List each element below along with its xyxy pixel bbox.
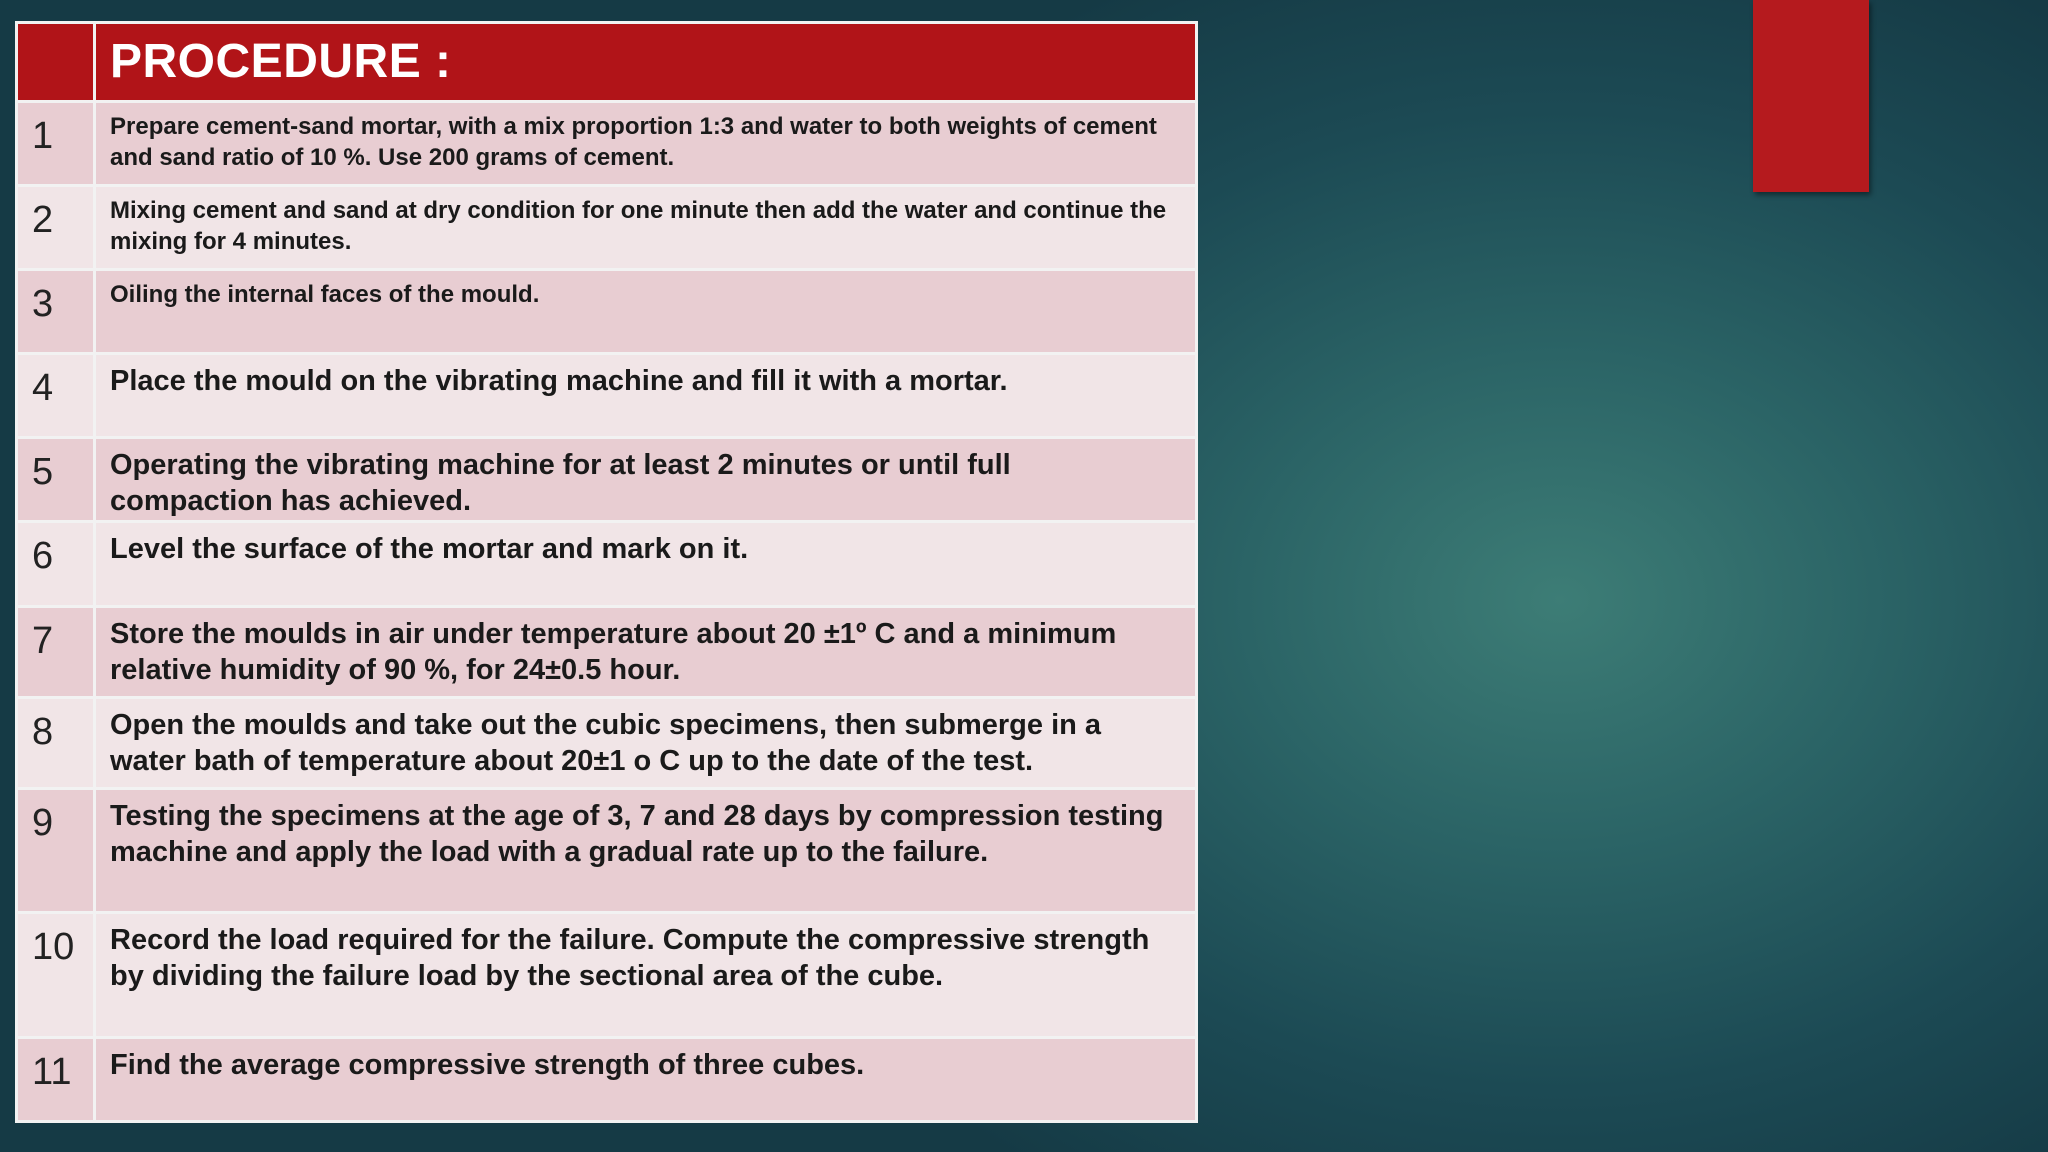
header-number-cell [17,23,95,102]
header-title-cell [95,23,1197,102]
table-row [17,789,1197,913]
step-number: 3 [32,283,54,325]
table-row [17,270,1197,354]
decorative-red-tab [1753,0,1869,192]
step-number: 9 [32,802,54,844]
step-text: Find the average compressive strength of three cubes. [110,1049,865,1081]
step-text: Record the load required for the failure. Compute the compressive strength by dividing the failure load by the sectional area of the cube. [110,924,1150,992]
step-text: Open the moulds and take out the cubic specimens, then submerge in a water bath of temperature about 20±1 o C up to the date of the test. [110,709,1102,777]
step-text: Testing the specimens at the age of 3, 7 and 28 days by compression testing machine and apply the load with a gradual rate up to the failure. [110,800,1164,868]
table-row [17,1038,1197,1122]
step-text: Mixing cement and sand at dry condition for one minute then add the water and continue the mixing for 4 minutes. [110,197,1167,255]
step-text: Prepare cement-sand mortar, with a mix proportion 1:3 and water to both weights of cement and sand ratio of 10 %. Use 200 grams of cement. [110,113,1157,171]
step-number: 8 [32,711,54,753]
table-row [17,354,1197,438]
step-number: 4 [32,367,54,409]
table-title: PROCEDURE : [110,35,452,88]
step-number: 7 [32,620,54,662]
step-number: 6 [32,535,54,577]
procedure-table [15,21,1198,1123]
step-number: 2 [32,199,54,241]
table-row [17,438,1197,522]
step-number: 11 [32,1051,72,1093]
step-text: Level the surface of the mortar and mark on it. [110,533,749,565]
step-text: Place the mould on the vibrating machine and fill it with a mortar. [110,365,1008,397]
table-row [17,698,1197,789]
table-row [17,186,1197,270]
table-row [17,522,1197,607]
step-text: Store the moulds in air under temperature about 20 ±1º C and a minimum relative humidity of 90 %, for 24±0.5 hour. [110,618,1117,686]
table-row [17,913,1197,1038]
step-number: 5 [32,451,54,493]
step-text: Operating the vibrating machine for at least 2 minutes or until full compaction has achieved. [110,449,1011,517]
step-text: Oiling the internal faces of the mould. [110,281,540,308]
table-row [17,607,1197,698]
table-row [17,102,1197,186]
step-number: 1 [32,115,54,157]
table-header-row [17,23,1197,102]
step-number: 10 [32,926,75,968]
